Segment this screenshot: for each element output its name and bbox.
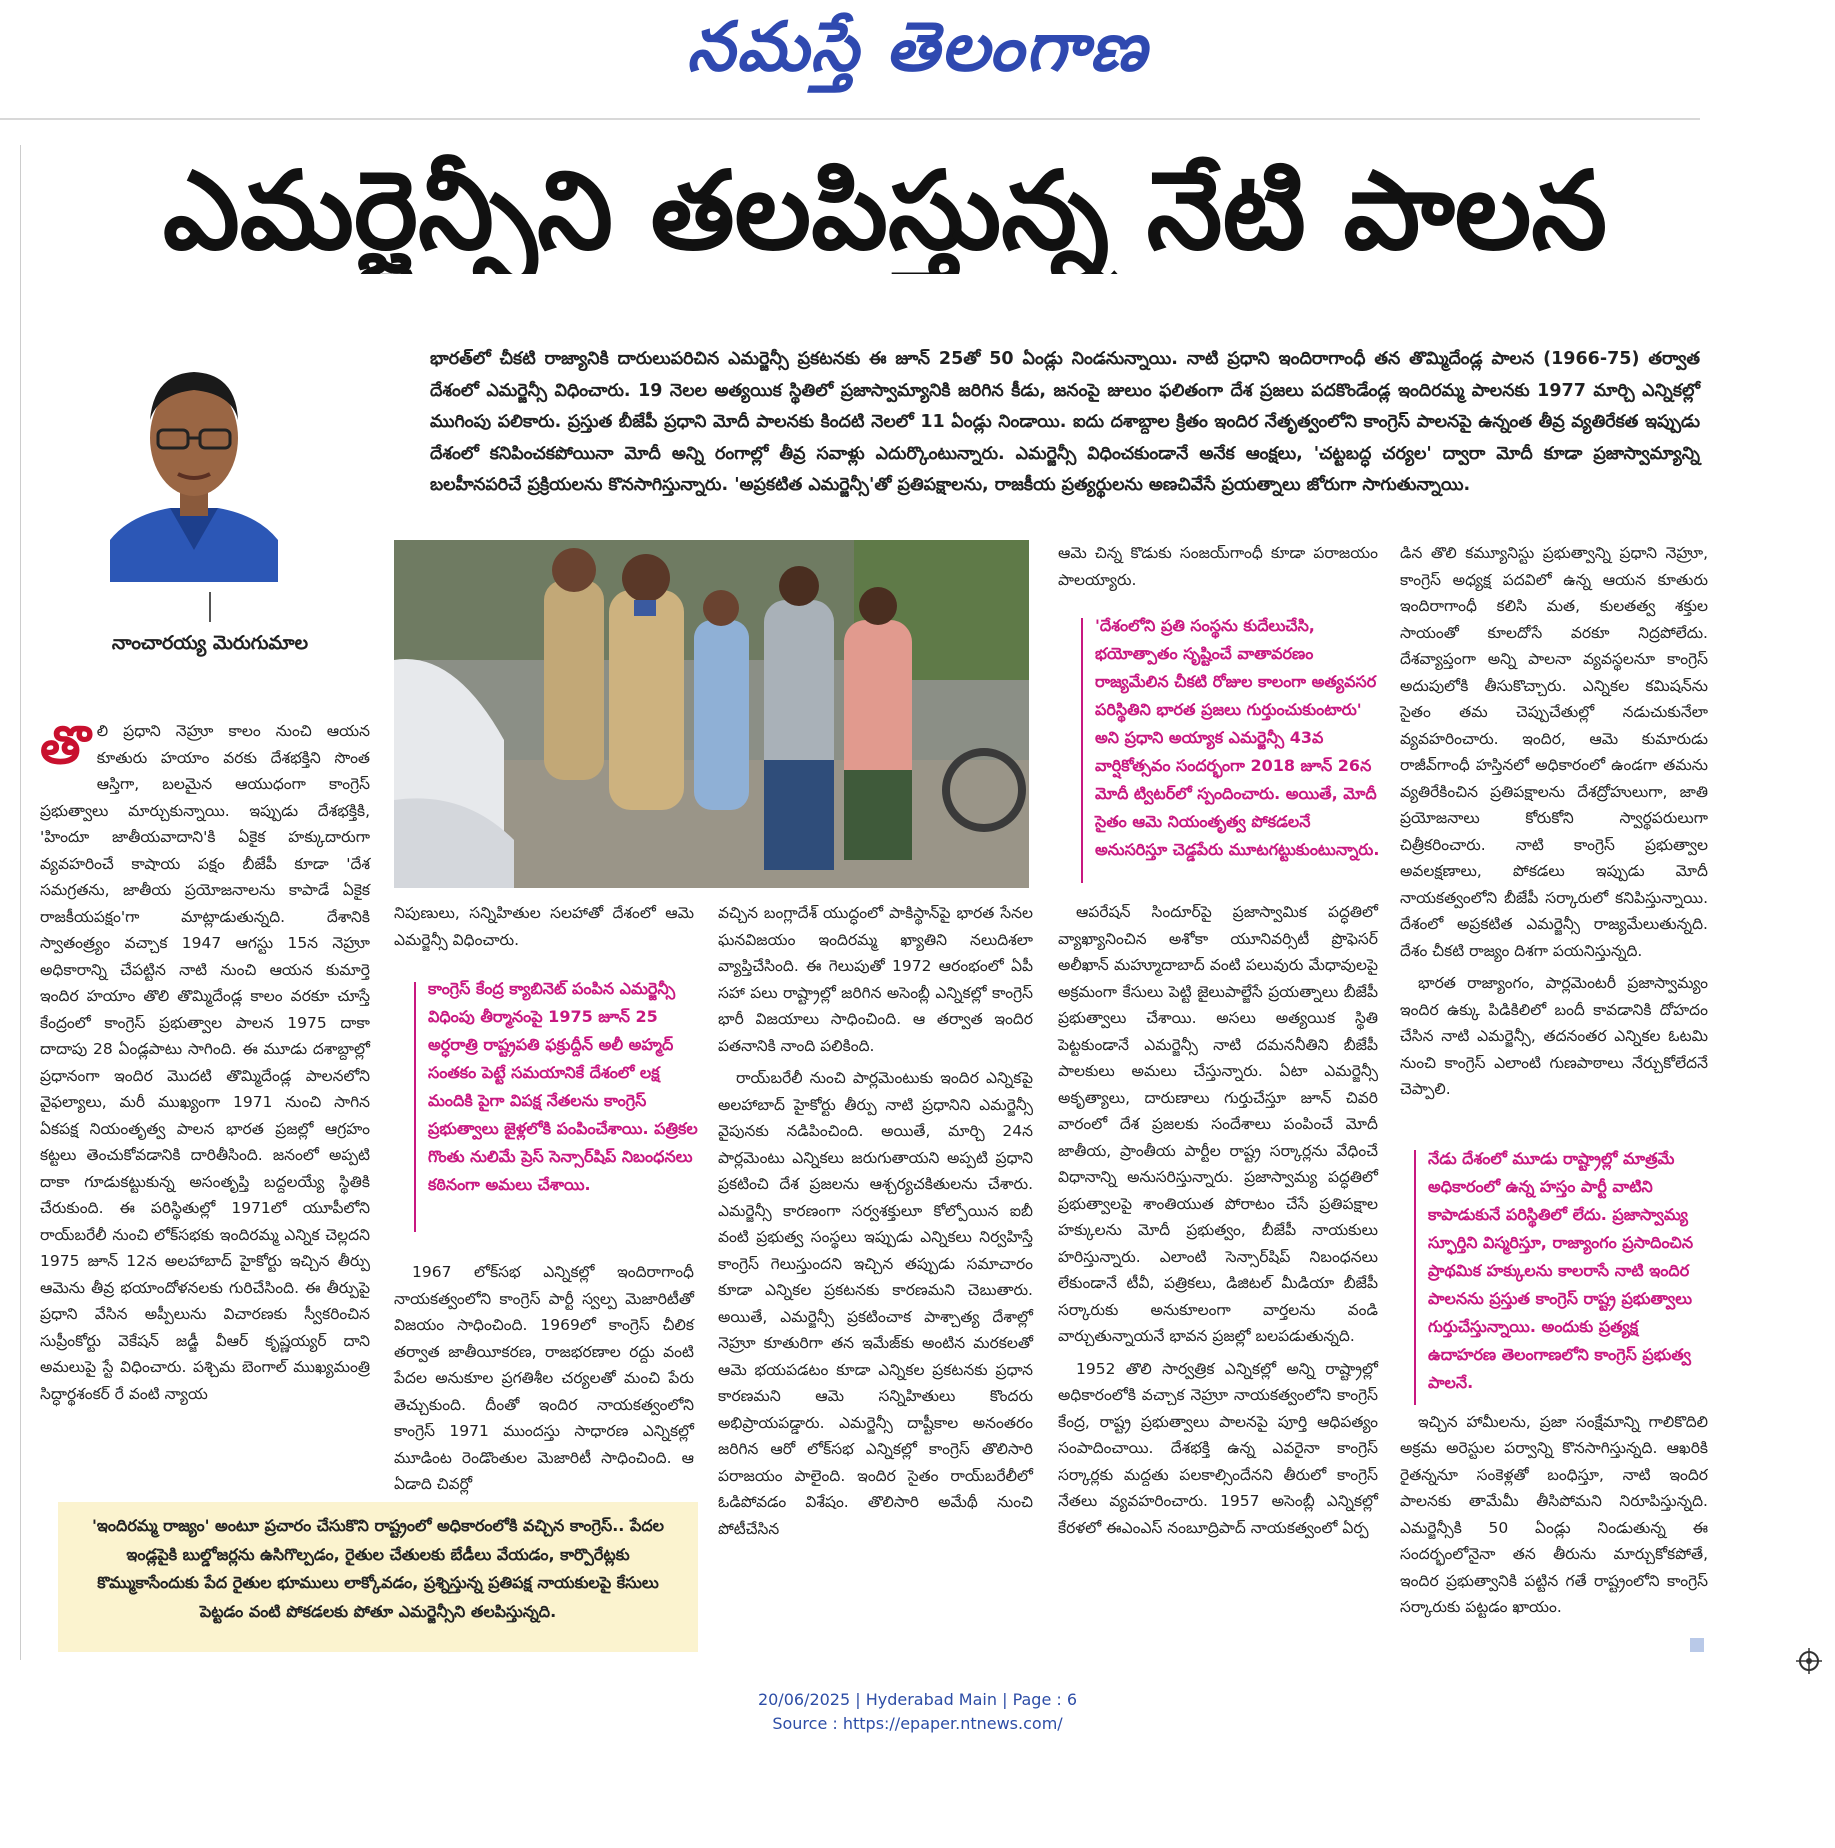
author-name: నాంచారయ్య మెరుగుమాల xyxy=(111,632,309,654)
article-end-mark xyxy=(1690,1638,1704,1652)
article-column-5 xyxy=(1400,540,1708,1680)
pull-quote-bar xyxy=(1414,1150,1416,1405)
article-headline: ఎమర్జెన్సీని తలపిస్తున్న నేటి పాలన xyxy=(162,150,1608,274)
paragraph: ఆమె చిన్న కొడుకు సంజయ్‌గాంధీ కూడా పరాజయం పాలయ్యారు. xyxy=(1058,544,1378,589)
paragraph: ఇచ్చిన హామీలను, ప్రజా సంక్షేమాన్ని గాలికొదిలి అక్రమ అరెస్టుల పర్వాన్ని కొనసాగిస్తున్నది. ఆఖరికి రైతన్ననూ సంకెళ్లతో బంధిస్తూ, నాటి ఇందిర పాలనకు తామేమీ తీసిపోమని నిరూపిస్తున్నది. ఎమర్జెన్సీకి 50 ఏండ్లు నిండుతున్న ఈ సందర్భంలోనైనా తన తీరును మార్చుకోకపోతే, ఇందిర ప్రభుత్వానికి పట్టిన గతే రాష్ట్రంలోని కాంగ్రెస్ సర్కారుకు పట్టడం ఖాయం. xyxy=(1400,1412,1708,1616)
author-separator xyxy=(209,592,211,622)
pull-quote-3: నేడు దేశంలో మూడు రాష్ట్రాల్లో మాత్రమే అధికారంలో ఉన్న హస్తం పార్టీ వాటిని కాపాడుకునే పరిస్థితిలో లేదు. ప్రజాస్వామ్య స్ఫూర్తిని విస్మరిస్తూ, రాజ్యాంగం ప్రసాదించిన ప్రాథమిక హక్కులను కాలరాసే నాటి ఇందిర పాలనను ప్రస్తుత కాంగ్రెస్ రాష్ట్ర ప్రభుత్వాలు గుర్తుచేస్తున్నాయి. అందుకు ప్రత్యక్ష ఉదాహరణ తెలంగాణలోని కాంగ్రెస్ ప్రభుత్వ పాలనే. xyxy=(1428,1149,1694,1392)
article-intro: భారత్‌లో చీకటి రాజ్యానికి దారులుపరిచిన ఎమర్జెన్సీ ప్రకటనకు ఈ జూన్ 25తో 50 ఏండ్లు నిండనున్నాయి. నాటి ప్రధాని ఇందిరాగాంధీ తన తొమ్మిదేండ్ల పాలన (1966-75) తర్వాత దేశంలో ఎమర్జెన్సీ విధించారు. 19 నెలల అత్యయిక స్థితిలో ప్రజాస్వామ్యానికి జరిగిన కీడు, జనంపై జులుం ఫలితంగా దేశ ప్రజలు పదకొండేండ్ల ఇందిరమ్మ పాలనకు 1977 మార్చి ఎన్నికల్లో ముగింపు పలికారు. ప్రస్తుత బీజేపీ ప్రధాని మోదీ పాలనకు కిందటి నెలలో 11 ఏండ్లు నిండాయి. ఐదు దశాబ్దాల క్రితం ఇందిర నేతృత్వంలోని కాంగ్రెస్ పాలనపై ఉన్నంత తీవ్ర వ్యతిరేకత ఇప్పుడు దేశంలో కనిపించకపోయినా మోదీ అన్ని రంగాల్లో తీవ్ర సవాళ్లు ఎదుర్కొంటున్నారు. ఎమర్జెన్సీ విధించకుండానే అనేక ఆంక్షలు, 'చట్టబద్ధ చర్యల' ద్వారా మోదీ కూడా ప్రజాస్వామ్యాన్ని బలహీనపరిచే ప్రక్రియలను కొనసాగిస్తున్నారు. 'అప్రకటిత ఎమర్జెన్సీ'తో ప్రతిపక్షాలను, రాజకీయ ప్రత్యర్థులను అణచివేసే ప్రయత్నాలు జోరుగా సాగుతున్నాయి. xyxy=(430,349,1700,495)
author-portrait xyxy=(110,350,278,582)
paragraph: 1952 తొలి సార్వత్రిక ఎన్నికల్లో అన్ని రాష్ట్రాల్లో అధికారంలోకి వచ్చాక నెహ్రూ నాయకత్వంలోని కాంగ్రెస్ కేంద్ర, రాష్ట్ర ప్రభుత్వాలు పాలనపై పూర్తి ఆధిపత్యం సంపాదించాయి. దేశభక్తి ఉన్న ఎవరైనా కాంగ్రెస్ సర్కార్లకు మద్దతు పలకాల్సిందేనని తీరులో కాంగ్రెస్ నేతలు వ్యవహరించారు. 1957 అసెంబ్లీ ఎన్నికల్లో కేరళలో ఈఎంఎస్ నంబూద్రిపాద్ నాయకత్వంలో ఏర్ప xyxy=(1058,1359,1378,1537)
pull-quote-bar xyxy=(414,982,416,1232)
paragraph: భారత రాజ్యాంగం, పార్లమెంటరీ ప్రజాస్వామ్యం ఇందిర ఉక్కు పిడికిలిలో బందీ కావడానికి దోహదం చేసిన నాటి ఎమర్జెన్సీ, తదనంతర ఎన్నికల ఓటమి నుంచి కాంగ్రెస్ ఎలాంటి గుణపాఠాలు నేర్చుకోలేదనే చెప్పాలి. xyxy=(1400,974,1708,1098)
paragraph: నిపుణులు, సన్నిహితుల సలహాతో దేశంలో ఆమె ఎమర్జెన్సీ విధించారు. xyxy=(394,904,694,949)
footer-date-line: 20/06/2025 | Hyderabad Main | Page : 6 xyxy=(757,1690,1078,1709)
masthead-divider xyxy=(0,118,1700,120)
paragraph: డిన తొలి కమ్యూనిస్టు ప్రభుత్వాన్ని ప్రధాని నెహ్రూ, కాంగ్రెస్ అధ్యక్ష పదవిలో ఉన్న ఆయన కూతురు ఇందిరాగాంధీ కలిసి మత, కులతత్వ శక్తుల సాయంతో కూలదోసే వరకూ నిద్రపోలేదు. దేశవ్యాప్తంగా అన్ని పాలనా వ్యవస్థలనూ కాంగ్రెస్ అదుపులోకి తీసుకొచ్చారు. ఎన్నికల కమిషన్‌ను సైతం తమ చెప్పుచేతుల్లో నడుచుకునేలా వ్యవహరించారు. ఇందిర, ఆమె కుమారుడు రాజీవ్‌గాంధీ హస్తినలో అధికారంలో ఉండగా తమను వ్యతిరేకించిన ప్రతిపక్షాలను దేశద్రోహులుగా, జాతి ప్రయోజనాలు కోరుకోని స్వార్థపరులుగా చిత్రీకరించారు. నాటి కాంగ్రెస్ ప్రభుత్వాల అవలక్షణాలు, పోకడలు ఇప్పుడు మోదీ నాయకత్వంలోని బీజేపీ సర్కారులో కనిపిస్తున్నాయి. దేశంలో అప్రకటిత ఎమర్జెన్సీ రాజ్యమేలుతున్నది. దేశం చీకటి రాజ్యం దిశగా పయనిస్తున్నది. xyxy=(1400,544,1708,960)
newspaper-masthead: నమస్తే తెలంగాణ xyxy=(686,8,1149,87)
crosshair-icon xyxy=(1796,1648,1822,1674)
paragraph: రాయ్‌బరేలీ నుంచి పార్లమెంటుకు ఇందిర ఎన్నికపై అలహాబాద్ హైకోర్టు తీర్పు నాటి ప్రధానిని ఎమర్జెన్సీ వైపునకు నడిపించింది. అయితే, మార్చి 24న పార్లమెంటు ఎన్నికలు జరుగుతాయని అప్పటి ప్రధాని ప్రకటించి దేశ ప్రజలను ఆశ్చర్యచకితులను చేశారు. ఎమర్జెన్సీ కారణంగా సర్వశక్తులూ కోల్పోయిన ఐబీ వంటి ప్రభుత్వ సంస్థలు ఇప్పుడు ఎన్నికలు నిర్వహిస్తే కాంగ్రెస్ గెలుస్తుందని ఇచ్చిన తప్పుడు సమాచారం కూడా ఎన్నికల ప్రకటనకు కారణమని చెబుతారు. అయితే, ఎమర్జెన్సీ ప్రకటించాక పాశ్చాత్య దేశాల్లో నెహ్రూ కూతురిగా తన ఇమేజ్‌కు అంటిన మరకలతో ఆమె భయపడటం కూడా ఎన్నికల ప్రకటనకు ప్రధాన కారణమని ఆమె సన్నిహితులు కొందరు అభిప్రాయపడ్డారు. ఎమర్జెన్సీ దాష్టీకాల అనంతరం జరిగిన ఆరో లోక్‌సభ ఎన్నికల్లో కాంగ్రెస్ తొలిసారి పరాజయం పాలైంది. ఇందిర సైతం రాయ్‌బరేలీలో ఓడిపోవడం విశేషం. తొలిసారి అమేథీ నుంచి పోటీచేసిన xyxy=(718,1069,1033,1538)
pull-quote-1: కాంగ్రెస్ కేంద్ర క్యాబినెట్ పంపిన ఎమర్జెన్సీ విధింపు తీర్మానంపై 1975 జూన్ 25 అర్ధరాత్రి రాష్ట్రపతి ఫక్రుద్దీన్ అలీ అహ్మద్ సంతకం పెట్టే సమయానికే దేశంలో లక్ష మందికి పైగా విపక్ష నేతలను కాంగ్రెస్ ప్రభుత్వాలు జైళ్లలోకి పంపించేశాయి. పత్రికల గొంతు నులిమే ప్రెస్ సెన్సార్‌షిప్ నిబంధనలు కఠినంగా అమలు చేశాయి. xyxy=(428,979,698,1194)
article-column-3 xyxy=(718,900,1033,1680)
paragraph: 1967 లోక్‌సభ ఎన్నికల్లో ఇందిరాగాంధీ నాయకత్వంలోని కాంగ్రెస్ పార్టీ స్వల్ప మెజారిటీతో విజయం సాధించింది. 1969లో కాంగ్రెస్ చీలిక తర్వాత జాతీయీకరణ, రాజభరణాల రద్దు వంటి పేదల అనుకూల ప్రగతిశీల చర్యలతో మంచి పేరు తెచ్చుకుంది. దీంతో ఇందిర నాయకత్వంలోని కాంగ్రెస్ 1971 ముందస్తు సాధారణ ఎన్నికల్లో మూడింట రెండొంతుల మెజారిటీ సాధించింది. ఆ ఏడాది చివర్లో xyxy=(394,1263,694,1493)
pull-quote-2: 'దేశంలోని ప్రతి సంస్థను కుదేలుచేసి, భయోత్పాతం సృష్టించే వాతావరణం రాజ్యమేలిన చీకటి రోజుల కాలంగా అత్యవసర పరిస్థితిని భారత ప్రజలు గుర్తుంచుకుంటారు' అని ప్రధాని అయ్యాక ఎమర్జెన్సీ 43వ వార్షికోత్సవం సందర్భంగా 2018 జూన్ 26న మోదీ ట్విటర్‌లో స్పందించారు. అయితే, మోదీ సైతం ఆమె నియంతృత్వ పోకడలనే అనుసరిస్తూ చెడ్డపేరు మూటగట్టుకుంటున్నారు. xyxy=(1095,616,1380,859)
paragraph: వచ్చిన బంగ్లాదేశ్ యుద్ధంలో పాకిస్థాన్‌పై భారత సేనల ఘనవిజయం ఇందిరమ్మ ఖ్యాతిని నలుదిశలా వ్యాప్తిచేసింది. ఈ గెలుపుతో 1972 ఆరంభంలో ఏపీ సహా పలు రాష్ట్రాల్లో జరిగిన అసెంబ్లీ ఎన్నికల్లో కాంగ్రెస్ భారీ విజయాలు సాధించింది. ఆ తర్వాత ఇందిర పతనానికి నాంది పలికింది. xyxy=(718,904,1033,1055)
pull-quote-bar xyxy=(1081,618,1083,883)
paragraph: ఆపరేషన్ సిందూర్‌పై ప్రజాస్వామిక పద్ధతిలో వ్యాఖ్యానించిన అశోకా యూనివర్సిటీ ప్రొఫెసర్ అలీఖాన్ మహ్మూదాబాద్ వంటి పలువురు మేధావులపై అక్రమంగా కేసులు పెట్టి జైలుపాల్జేసే ప్రయత్నాలు బీజేపీ ప్రభుత్వాలు చేశాయి. అసలు అత్యయిక స్థితి పెట్టకుండానే ఎమర్జెన్సీ నాటి దమననీతిని బీజేపీ పాలకులు అమలు చేస్తున్నారు. ఏటా ఎమర్జెన్సీ అకృత్యాలు, దారుణాలు గుర్తుచేస్తూ జూన్ చివరి వారంలో దేశ ప్రజలకు సందేశాలు పంపించే మోదీ జాతీయ, ప్రాంతీయ పార్టీల రాష్ట్ర సర్కార్లను వేధించే విధానాన్ని అనుసరిస్తున్నారు. ప్రజాస్వామ్య పద్ధతిలో ప్రభుత్వాలపై శాంతియుత పోరాటం చేసే ప్రతిపక్షాల హక్కులను మోదీ ప్రభుత్వం, బీజేపీ నాయకులు హరిస్తున్నారు. ఎలాంటి సెన్సార్‌షిప్ నిబంధనలు లేకుండానే టీవీ, పత్రికలు, డిజిటల్ మీడియా బీజేపీ సర్కారుకు అనుకూలంగా వార్తలను వండి వార్చుతున్నాయనే భావన ప్రజల్లో బలపడుతున్నది. xyxy=(1058,903,1378,1345)
paragraph: లి ప్రధాని నెహ్రూ కాలం నుంచి ఆయన కూతురు హయాం వరకు దేశభక్తిని సొంత ఆస్తిగా, బలమైన ఆయుధంగా కాంగ్రెస్ ప్రభుత్వాలు మార్చుకున్నాయి. ఇప్పుడు దేశభక్తికి, 'హిందూ జాతీయవాదాని'కి ఏకైక హక్కుదారుగా వ్యవహరించే కాషాయ పక్షం బీజేపీ కూడా 'దేశ సమగ్రతను, జాతీయ ప్రయోజనాలను కాపాడే ఏకైక రాజకీయపక్షం'గా మాట్లాడుతున్నది. దేశానికి స్వాతంత్ర్యం వచ్చాక 1947 ఆగస్టు 15న నెహ్రూ అధికారాన్ని చేపట్టిన నాటి నుంచి ఆయన కుమార్తె ఇందిర హయాం తొలి తొమ్మిదేండ్ల కాలం వరకూ చూస్తే కేంద్రంలో కాంగ్రెస్ ప్రభుత్వాల పాలన 1975 దాకా దాదాపు 28 ఏండ్లపాటు సాగింది. ఈ మూడు దశాబ్దాల్లో ప్రధానంగా ఇందిర మొదటి తొమ్మిదేండ్ల పాలనలోని వైఫల్యాలు, మరీ ముఖ్యంగా 1971 నుంచి సాగిన ఏకపక్ష నియంతృత్వ పాలన భారత ప్రజల్లో ఆగ్రహం కట్టలు తెంచుకోవడానికి దారితీసింది. జనంలో అప్పటి దాకా గూడుకట్టుకున్న అసంతృప్తి బద్దలయ్యే స్థితికి చేరుకుంది. ఈ పరిస్థితుల్లో 1971లో యూపీలోని రాయ్‌బరేలీ నుంచి లోక్‌సభకు ఇందిరమ్మ ఎన్నిక చెల్లదని 1975 జూన్ 12న అలహాబాద్ హైకోర్టు ఇచ్చిన తీర్పు ఆమెను తీవ్ర భయాందోళనలకు గురిచేసింది. ఈ తీర్పుపై ప్రధాని వేసిన అప్పీలును విచారణకు స్వీకరించిన సుప్రీంకోర్టు వెకేషన్ జడ్జీ వీఆర్ కృష్ణయ్యర్ దాని అమలుపై స్టే విధించారు. పశ్చిమ బెంగాల్ ముఖ్యమంత్రి సిద్ధార్థశంకర్ రే వంటి న్యాయ xyxy=(40,722,370,1403)
left-margin-rule xyxy=(20,145,21,1665)
highlight-quote: 'ఇందిరమ్మ రాజ్యం' అంటూ ప్రచారం చేసుకొని రాష్ట్రంలో అధికారంలోకి వచ్చిన కాంగ్రెస్.. పేదల ఇండ్లపైకి బుల్డోజర్లను ఉసిగొల్పడం, రైతుల చేతులకు బేడీలు వేయడం, కార్పొరేట్లకు కొమ్ముకాసేందుకు పేద రైతుల భూములు లాక్కోవడం, ప్రశ్నిస్తున్న ప్రతిపక్ష నాయకులపై కేసులు పెట్టడం వంటి పోకడలకు పోతూ ఎమర్జెన్సీని తలపిస్తున్నది. xyxy=(92,1516,664,1621)
drop-cap: తొ xyxy=(40,716,91,776)
footer-source-link[interactable]: Source : https://epaper.ntnews.com/ xyxy=(772,1714,1063,1733)
news-photo xyxy=(394,540,1029,888)
